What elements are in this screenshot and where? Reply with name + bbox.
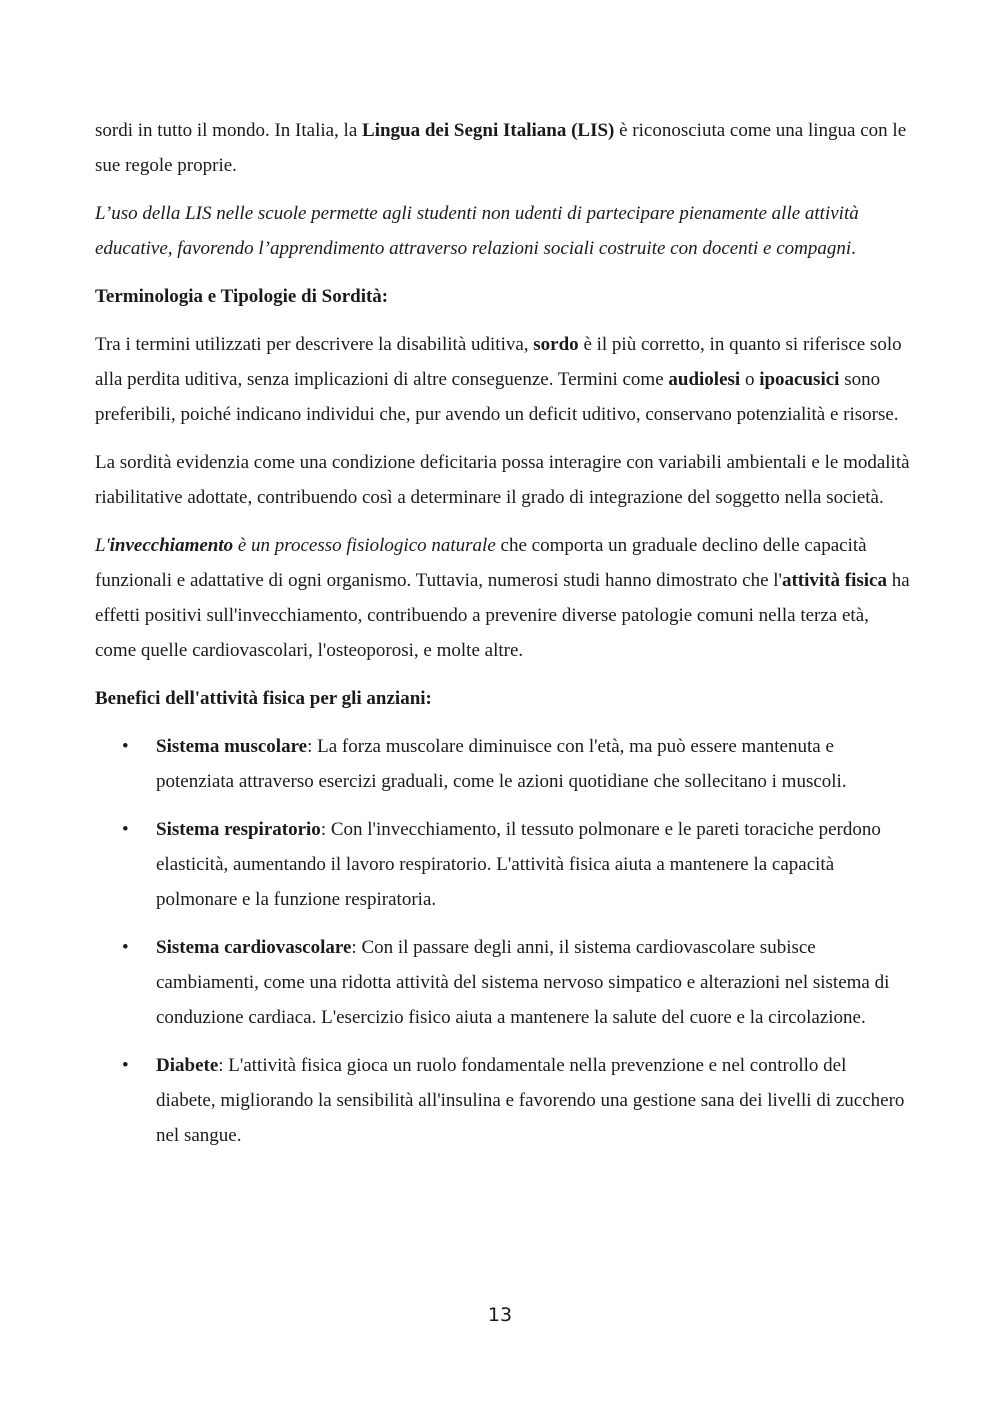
paragraph-text: . [851,238,856,259]
bold-term-sordo: sordo [533,334,579,355]
italic-text: L’uso della LIS nelle scuole permette agli studenti non udenti di partecipare pienamente alle attività educative, favorendo l’apprendimento attraverso relazioni sociali costruite con docenti e compagni [95,203,859,259]
list-item [95,1048,910,1153]
paragraph-aging [95,528,910,668]
bullet-text: : Con l'invecchiamento, il tessuto polmonare e le pareti toraciche perdono elasticità, aumentando il lavoro respiratorio. L'attività fisica aiuta a mantenere la capacità polmonare e la funzione respiratoria. [156,819,881,910]
bold-term-audiolesi: audiolesi [668,369,741,390]
paragraph-text: ha effetti positivi sull'invecchiamento, contribuendo a prevenire diverse patologie comuni nella terza età, come quelle cardiovascolari, l'osteoporosi, e molte altre. [95,570,910,661]
bold-term-lis: Lingua dei Segni Italiana (LIS) [362,120,615,141]
italic-text: è un processo fisiologico naturale [233,535,496,556]
document-page [95,113,910,1166]
bullet-text: : La forza muscolare diminuisce con l'età, ma può essere mantenuta e potenziata attraverso esercizi graduali, come le azioni quotidiane che sollecitano i muscoli. [156,736,847,792]
paragraph-terminology [95,327,910,432]
list-item [95,729,910,799]
paragraph-text: sono preferibili, poiché indicano individui che, pur avendo un deficit uditivo, conservano potenzialità e risorse. [95,369,899,425]
paragraph-text: sordi in tutto il mondo. In Italia, la [95,120,363,141]
bullet-term: Sistema respiratorio [156,819,321,840]
bold-term-ipoacusici: ipoacusici [759,369,840,390]
benefits-list [95,729,910,1153]
bullet-icon: • [122,1055,129,1076]
section-heading-terminology: Terminologia e Tipologie di Sordità: [95,286,389,307]
bullet-icon: • [122,819,129,840]
paragraph-text: è riconosciuta come una lingua con le sue regole proprie. [95,120,907,176]
paragraph-text: o [740,369,760,390]
paragraph-lis-schools [95,196,910,266]
paragraph-text: Tra i termini utilizzati per descrivere la disabilità uditiva, [95,334,534,355]
list-item [95,812,910,917]
bullet-icon: • [122,937,129,958]
section-heading-benefits: Benefici dell'attività fisica per gli anziani: [95,688,432,709]
paragraph-deafness-condition: La sordità evidenzia come una condizione deficitaria possa interagire con variabili ambientali e le modalità riabilitative adottate, contribuendo così a determinare il grado di integrazione del soggetto nella società. [95,452,910,508]
italic-text: L' [95,535,110,556]
bullet-term: Sistema muscolare [156,736,308,757]
paragraph-text: è il più corretto, in quanto si riferisce solo alla perdita uditiva, senza implicazioni di altre conseguenze. Termini come [95,334,902,390]
bullet-icon: • [122,736,129,757]
bullet-text: : L'attività fisica gioca un ruolo fondamentale nella prevenzione e nel controllo del diabete, migliorando la sensibilità all'insulina e favorendo una gestione sana dei livelli di zucchero nel sangue. [156,1055,905,1146]
bold-term: invecchiamento [109,535,234,556]
bold-italic-term-invecchiamento [110,535,233,556]
bullet-term: Sistema cardiovascolare [156,937,352,958]
page-number: 13 [487,1304,513,1326]
bullet-text: : Con il passare degli anni, il sistema cardiovascolare subisce cambiamenti, come una ridotta attività del sistema nervoso simpatico e alterazioni nel sistema di conduzione cardiaca. L'esercizio fisico aiuta a mantenere la salute del cuore e la circolazione. [156,937,890,1028]
list-item [95,930,910,1035]
bullet-term: Diabete [156,1055,219,1076]
paragraph-text: che comporta un graduale declino delle capacità funzionali e adattative di ogni organismo. Tuttavia, numerosi studi hanno dimostrato che l' [95,535,867,591]
paragraph-lis-recognition [95,113,910,183]
bold-term-attivita-fisica: attività fisica [781,570,887,591]
